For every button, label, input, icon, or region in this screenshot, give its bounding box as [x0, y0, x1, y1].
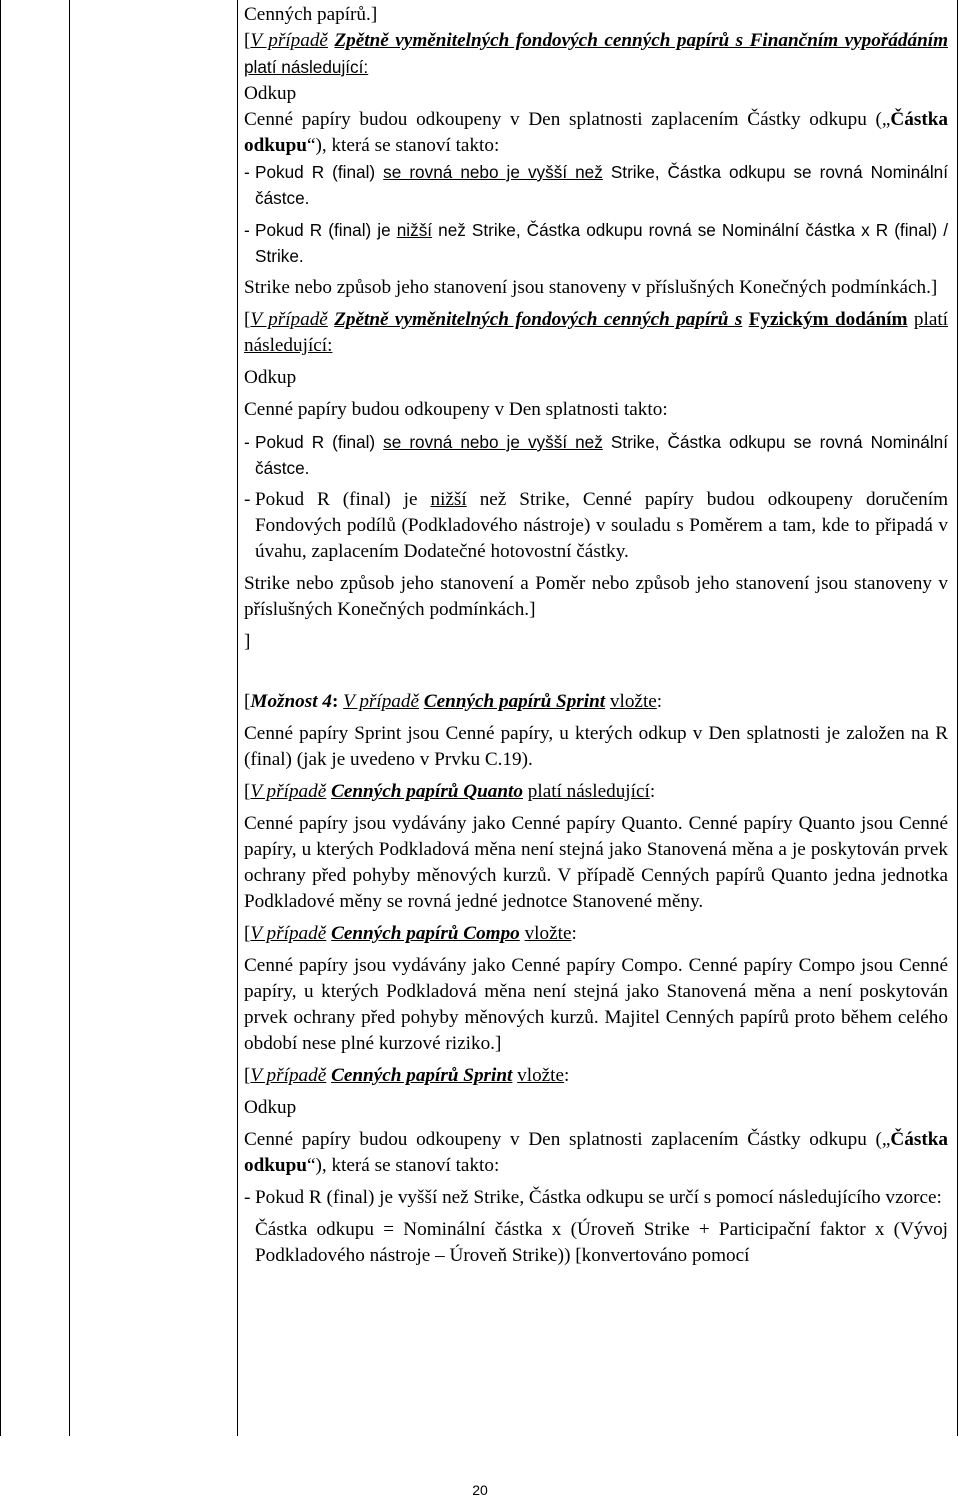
text: Cenné papíry budou odkoupeny v Den splatnosti zaplacením Částky odkupu („ [244, 1129, 891, 1150]
paragraph [244, 779, 948, 805]
text: Cenné papíry jsou vydávány jako Cenné papíry Quanto. Cenné papíry Quanto jsou Cenné papíry, u kterých Podkladová měna není stejná jako Stanovená měna a je poskytován prvek ochrany před pohyby měnových kurzů. V případě Cenných papírů Quanto jedna jednotka Podkladové měny se rovná jedné jednotce Stanovené měny. [244, 813, 948, 912]
text: Zpětně vyměnitelných fondových cenných papírů s Finančním vypořádáním [334, 30, 949, 51]
paragraph [244, 921, 948, 947]
text: vložte [609, 691, 657, 712]
text: než Strike, Cenné papíry budou odkoupeny doručením Fondových podílů (Podkladového nástroje) v souladu s Poměrem a tam, kde to připadá v úvahu, zaplacením Dodatečné hotovostní částky. [255, 489, 949, 562]
text: [ [244, 1065, 251, 1086]
text: - [244, 432, 250, 452]
text: Částka odkupu = Nominální částka x (Úroveň Strike + Participační faktor x (Vývoj Podkladového nástroje – Úroveň Strike)) [konvertováno pomocí [255, 1219, 948, 1266]
text: V případě [343, 691, 420, 712]
text: se rovná nebo je vyšší než [383, 162, 603, 182]
text: V případě [250, 309, 328, 330]
text: Cenných papírů.] [244, 4, 378, 25]
text: Cenné papíry jsou vydávány jako Cenné papíry Compo. Cenné papíry Compo jsou Cenné papíry, u kterých Podkladová měna není stejná jako Stanovená měna a není poskytován prvek ochrany před pohyby měnových kurzů. Majitel Cenných papírů proto během celého období nese plné kurzové riziko.] [244, 955, 948, 1054]
text: [ [244, 923, 251, 944]
paragraph [244, 571, 948, 623]
text: Částka odkupu [244, 1129, 948, 1176]
text: - [244, 489, 251, 510]
text: Pokud R (final) je vyšší než Strike, Částka odkupu se určí s pomocí následujícího vzorce: [255, 1187, 942, 1208]
text: Cenných papírů Sprint [423, 691, 606, 712]
text: [ [244, 781, 251, 802]
table-column-divider-1 [69, 0, 70, 1436]
text: Cenných papírů Compo [331, 923, 520, 944]
paragraph [244, 2, 948, 28]
text: Odkup [244, 83, 297, 104]
list-item [244, 429, 948, 481]
paragraph [244, 629, 948, 655]
paragraph [244, 81, 948, 107]
text: nižší [396, 220, 433, 240]
text: Strike, Částka odkupu se rovná Nominální částce. [255, 432, 948, 478]
text: se rovná nebo je vyšší než [383, 432, 603, 452]
text: - [244, 220, 250, 240]
text: Fyzickým dodáním [748, 309, 908, 330]
list-item [244, 159, 948, 211]
paragraph [244, 275, 948, 301]
text: [ [244, 309, 251, 330]
paragraph [244, 1063, 948, 1089]
text: : [331, 691, 339, 712]
text: Strike nebo způsob jeho stanovení a Poměr nebo způsob jeho stanovení jsou stanoveny v příslušných Konečných podmínkách.] [244, 573, 948, 620]
paragraph [244, 107, 948, 159]
table-border-right [957, 0, 958, 1436]
list-item [244, 1185, 948, 1211]
paragraph [244, 397, 948, 423]
text: Strike, Částka odkupu se rovná Nominální částce. [255, 162, 948, 208]
text: V případě [250, 1065, 327, 1086]
paragraph [244, 689, 948, 715]
text: Pokud R (final) [255, 162, 376, 182]
document-body [244, 2, 948, 1269]
text: Cenných papírů Sprint [331, 1065, 513, 1086]
text: Cenné papíry budou odkoupeny v Den splatnosti zaplacením Částky odkupu („ [244, 109, 891, 130]
text: - [244, 162, 250, 182]
table-column-divider-2 [237, 0, 238, 1436]
text: nižší [430, 489, 467, 510]
text: Částka odkupu [244, 109, 948, 156]
paragraph [244, 1095, 948, 1121]
text: Cenných papírů Quanto [331, 781, 523, 802]
text: platí následující: [244, 57, 369, 77]
text: Pokud R (final) [255, 432, 376, 452]
paragraph [244, 307, 948, 359]
text: Odkup [244, 367, 297, 388]
text: : [564, 1065, 570, 1086]
text: vložte [524, 923, 572, 944]
list-item [244, 217, 948, 269]
text: V případě [250, 781, 327, 802]
text: Cenné papíry budou odkoupeny v Den splatnosti takto: [244, 399, 668, 420]
text: Strike nebo způsob jeho stanovení jsou stanoveny v příslušných Konečných podmínkách.] [244, 277, 938, 298]
text: Cenné papíry Sprint jsou Cenné papíry, u kterých odkup v Den splatnosti je založen na R (final) (jak je uvedeno v Prvku C.19). [244, 723, 948, 770]
text: : [649, 781, 656, 802]
table-border-left [0, 0, 1, 1436]
text: Možnost 4 [250, 691, 332, 712]
text: - [244, 1187, 251, 1208]
text: Zpětně vyměnitelných fondových cenných papírů s [334, 309, 743, 330]
paragraph [244, 811, 948, 915]
text: Pokud R (final) je [255, 220, 391, 240]
text: “), která se stanoví takto: [306, 1155, 500, 1176]
text: platí následující: [244, 309, 948, 356]
text: ] [244, 631, 251, 652]
paragraph [244, 365, 948, 391]
list-item [244, 487, 948, 565]
text: [ [244, 30, 251, 51]
paragraph [244, 953, 948, 1057]
text: : [656, 691, 663, 712]
text: “), která se stanoví takto: [306, 135, 500, 156]
paragraph [244, 721, 948, 773]
text: : [571, 923, 577, 944]
text: V případě [250, 30, 328, 51]
text: Odkup [244, 1097, 297, 1118]
paragraph [244, 28, 948, 81]
page-number: 20 [472, 1482, 488, 1498]
text: V případě [250, 923, 327, 944]
list-item [244, 1217, 948, 1269]
text: Pokud R (final) je [255, 489, 418, 510]
paragraph [244, 1127, 948, 1179]
text: než Strike, Částka odkupu rovná se Nominální částka x R (final) / Strike. [255, 220, 948, 266]
text: [ [244, 691, 251, 712]
text: vložte [517, 1065, 565, 1086]
text: platí následující [527, 781, 650, 802]
